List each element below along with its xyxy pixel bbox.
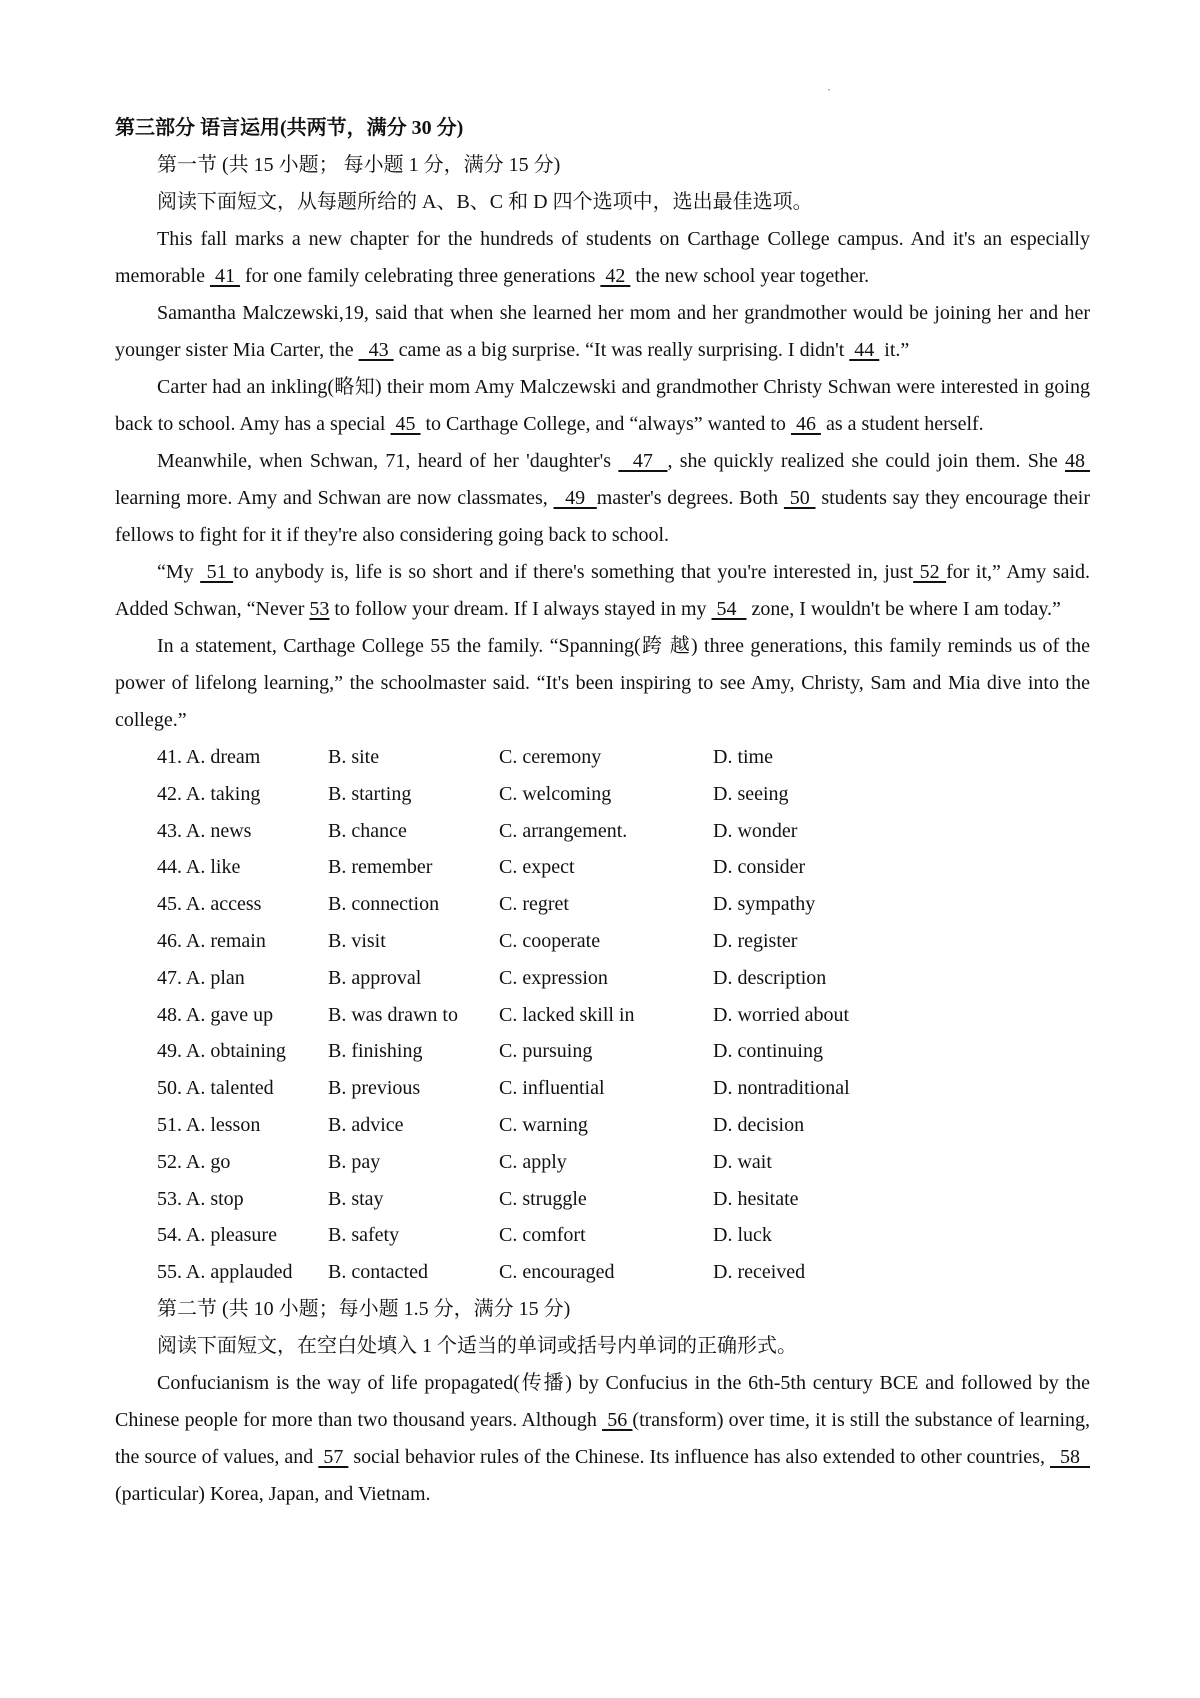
option-a: 49. A. obtaining [157,1040,286,1063]
option-b: B. approval [328,966,422,989]
option-d: D. register [713,929,798,952]
blank-44: 44 [849,339,880,361]
option-b: B. finishing [328,1040,423,1063]
blank-43: 43 [358,339,394,361]
option-b: B. was drawn to [328,1003,458,1026]
blank-45: 45 [390,413,421,435]
blank-52: 52 [913,561,947,583]
option-c: C. struggle [499,1187,587,1210]
option-c: C. influential [499,1077,605,1100]
scan-dot: • [828,88,831,94]
blank-49: 49 [553,487,597,509]
option-row-45 [115,886,1090,923]
option-row-53 [115,1181,1090,1218]
text: students say they encourage their fellows to fight for it if they're also considering going back to school. [115,487,1091,546]
option-c: C. arrangement. [499,819,628,842]
text: for one family celebrating three generations [239,265,601,287]
option-b: B. starting [328,782,412,805]
option-row-41 [115,739,1090,776]
option-a: 52. A. go [157,1150,231,1173]
option-d: D. hesitate [713,1187,799,1210]
option-c: C. ceremony [499,746,602,768]
option-row-50 [115,1070,1090,1107]
option-c: C. comfort [499,1224,586,1247]
text: Samantha Malczewski,19, said that when she learned her mom and her grandmother would be joining her and her younger sister Mia Carter, the [115,302,1090,361]
passage-paragraph-3 [115,369,1090,443]
option-c: C. pursuing [499,1040,593,1063]
text: This fall marks a new chapter for the hundreds of students on Carthage College campus. And it's an especially memorable [115,228,1090,287]
option-b: B. site [328,746,380,768]
option-c: C. cooperate [499,929,601,952]
text: to anybody is, life is so short and if there's something that you're interested in, just [233,561,914,583]
passage2-paragraph-1 [115,1365,1090,1513]
option-row-46 [115,923,1090,960]
option-row-51 [115,1107,1090,1144]
option-d: D. consider [713,856,806,879]
text: to follow your dream. If I always stayed in my [329,598,712,620]
text: “My [157,561,201,583]
option-b: B. previous [328,1077,421,1100]
option-b: B. remember [328,856,433,879]
blank-53: 53 [309,598,330,620]
option-d: D. nontraditional [713,1077,850,1100]
option-d: D. worried about [713,1003,850,1026]
option-a: 46. A. remain [157,929,266,952]
option-b: B. chance [328,819,407,842]
option-a: 51. A. lesson [157,1113,261,1136]
blank-58: 58 [1049,1445,1091,1468]
text: to Carthage College, and “always” wanted to [420,413,791,435]
option-c: C. apply [499,1150,567,1173]
option-b: B. stay [328,1187,384,1210]
text: the new school year together. [630,265,870,287]
text: (particular) Korea, Japan, and Vietnam. [115,1482,431,1505]
option-a: 53. A. stop [157,1187,244,1210]
option-row-43 [115,813,1090,850]
passage-paragraph-1 [115,221,1090,295]
text: master's degrees. Both [596,487,784,509]
option-b: B. connection [328,893,440,916]
option-d: D. time [713,746,773,768]
blank-51: 51 [200,561,234,583]
option-b: B. advice [328,1113,404,1136]
part2-title: 第二节 (共 10 小题；每小题 1.5 分，满分 15 分) [157,1297,571,1320]
option-row-55 [115,1254,1090,1291]
option-d: D. wait [713,1150,772,1173]
part2-instruction: 阅读下面短文，在空白处填入 1 个适当的单词或括号内单词的正确形式。 [157,1334,797,1357]
blank-57: 57 [318,1445,349,1468]
option-b: B. safety [328,1224,400,1247]
option-d: D. wonder [713,819,798,842]
blank-50: 50 [783,487,816,509]
option-row-54 [115,1217,1090,1254]
option-b: B. visit [328,929,386,952]
option-a: 54. A. pleasure [157,1224,277,1247]
option-d: D. decision [713,1113,805,1136]
part1-title: 第一节 (共 15 小题； 每小题 1 分，满分 15 分) [157,154,561,176]
option-row-47 [115,960,1090,997]
blank-41: 41 [209,265,240,287]
option-a: 41. A. dream [157,746,261,768]
option-c: C. expect [499,856,575,879]
text: Confucianism is the way of life propagated(传播) by Confucius in the 6th-5th century BCE and followed by the Chinese people for more than two thousand years. Although [115,1371,1090,1431]
blank-47: 47 [618,450,668,472]
option-row-48 [115,997,1090,1034]
blank-54: 54 [711,598,747,620]
option-c: C. regret [499,893,569,916]
option-row-49 [115,1033,1090,1070]
option-a: 43. A. news [157,819,252,842]
section3-title: 第三部分 语言运用(共两节，满分 30 分) [115,117,464,139]
text: learning more. Amy and Schwan are now classmates, [115,487,554,509]
answer-options [115,739,1090,1291]
option-b: B. pay [328,1150,381,1173]
part1-instruction: 阅读下面短文，从每题所给的 A、B、C 和 D 四个选项中，选出最佳选项。 [157,191,813,213]
text: , she quickly realized she could join them. She [667,450,1066,472]
option-a: 45. A. access [157,893,262,916]
option-a: 55. A. applauded [157,1261,293,1284]
text: zone, I wouldn't be where I am today.” [746,598,1061,620]
option-b: B. contacted [328,1261,428,1284]
option-a: 48. A. gave up [157,1003,274,1026]
text: it.” [879,339,910,361]
passage-paragraph-2 [115,295,1090,369]
option-c: C. warning [499,1113,588,1136]
option-a: 47. A. plan [157,966,245,989]
text: Meanwhile, when Schwan, 71, heard of her 'daughter's [157,450,619,472]
option-d: D. luck [713,1224,772,1247]
option-c: C. encouraged [499,1261,615,1284]
blank-48: 48 [1065,450,1091,472]
option-c: C. lacked skill in [499,1003,635,1026]
option-c: C. expression [499,966,608,989]
option-a: 50. A. talented [157,1077,274,1100]
text: as a student herself. [820,413,984,435]
passage-paragraph-6: In a statement, Carthage College 55 the family. “Spanning(跨 越) three generations, this family reminds us of the power of lifelong learning,” the schoolmaster said. “It's been inspiring to see Amy, Christy, Sam and Mia dive into the college.” [115,635,1090,731]
option-d: D. sympathy [713,893,816,916]
option-a: 42. A. taking [157,782,261,805]
option-d: D. seeing [713,782,789,805]
text: came as a big surprise. “It was really surprising. I didn't [393,339,850,361]
option-c: C. welcoming [499,782,612,805]
passage-paragraph-4 [115,443,1090,554]
blank-56: 56 [602,1408,633,1431]
option-a: 44. A. like [157,856,241,879]
blank-46: 46 [790,413,821,435]
text: Carter had an inkling(略知) their mom Amy Malczewski and grandmother Christy Schwan were interested in going back to school. Amy has a special [115,376,1090,435]
blank-42: 42 [600,265,631,287]
option-row-52 [115,1144,1090,1181]
text: social behavior rules of the Chinese. Its influence has also extended to other countries, [348,1445,1050,1468]
text: (transform) over time, it is still the substance of learning, the source of values, and [115,1408,1091,1468]
text: for it,” Amy said. Added Schwan, “Never [115,561,1090,620]
passage-paragraph-5 [115,554,1090,628]
option-d: D. description [713,966,827,989]
option-d: D. received [713,1261,806,1284]
option-row-44 [115,849,1090,886]
option-d: D. continuing [713,1040,823,1063]
option-row-42 [115,776,1090,813]
exam-page [115,110,1090,1513]
